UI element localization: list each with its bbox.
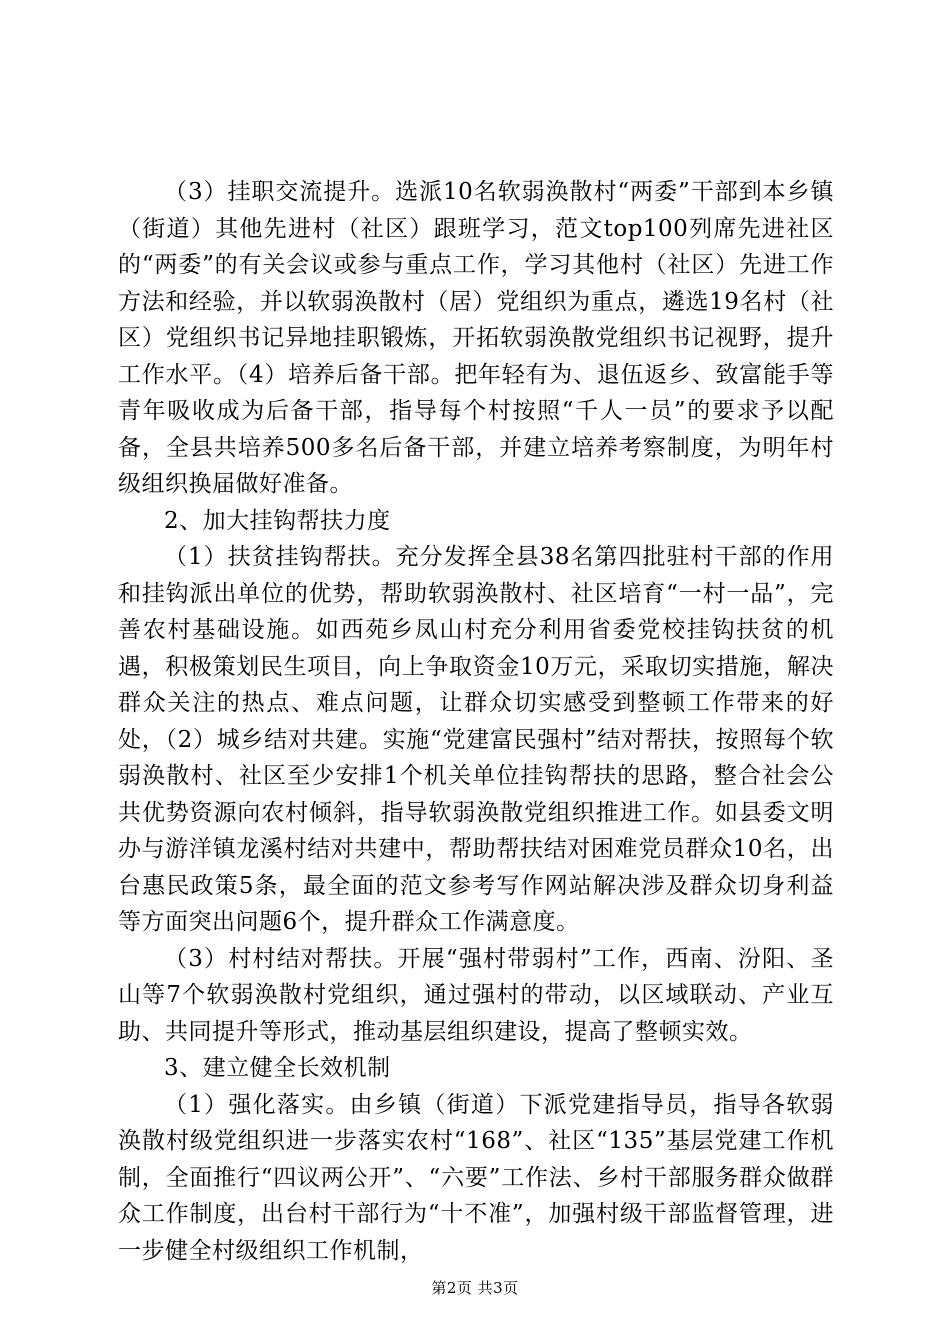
paragraph-poverty-assistance: （1）扶贫挂钩帮扶。充分发挥全县38名第四批驻村干部的作用和挂钩派出单位的优势，帮助软弱涣散村、社区培育“一村一品”，完善农村基础设施。如西苑乡凤山村充分利用省委党校挂钩扶贫的机遇，积极策划民生项目，向上争取资金10万元，采取切实措施，解决群众关注的热点、难点问题，让群众切实感受到整顿工作带来的好处，（2）城乡结对共建。实施“党建富民强村”结对帮扶，按照每个软弱涣散村、社区至少安排1个机关单位挂钩帮扶的思路，整合社会公共优势资源向农村倾斜，指导软弱涣散党组织推进工作。如县委文明办与游洋镇龙溪村结对共建中，帮助帮扶结对困难党员群众10名，出台惠民政策5条，最全面的范文参考写作网站解决涉及群众切身利益等方面突出问题6个，提升群众工作满意度。 (118, 544, 834, 935)
section-heading-3: 3、建立健全长效机制 (164, 1055, 391, 1081)
section-heading-2: 2、加大挂钩帮扶力度 (164, 507, 391, 534)
paragraph-implementation: （1）强化落实。由乡镇（街道）下派党建指导员，指导各软弱涣散村级党组织进一步落实农村“168”、社区“135”基层党建工作机制，全面推行“四议两公开”、“六要”工作法、乡村干部服务群众做群众工作制度，出台村干部行为“十不准”，加强村级干部监督管理，进一步健全村级组织工作机制， (118, 1091, 834, 1264)
page-footer: 第2页 共3页 (431, 1279, 519, 1297)
paragraph-village-pairing: （3）村村结对帮扶。开展“强村带弱村”工作，西南、汾阳、圣山等7个软弱涣散村党组织，通过强村的带动，以区域联动、产业互助、共同提升等形式，推动基层组织建设，提高了整顿实效。 (118, 945, 834, 1045)
paragraph-cadre-exchange: （3）挂职交流提升。选派10名软弱涣散村“两委”干部到本乡镇（街道）其他先进村（社区）跟班学习，范文top100列席先进社区的“两委”的有关会议或参与重点工作，学习其他村（社区）先进工作方法和经验，并以软弱涣散村（居）党组织为重点，遴选19名村（社区）党组织书记异地挂职锻炼，开拓软弱涣散党组织书记视野，提升工作水平。（4）培养后备干部。把年轻有为、退伍返乡、致富能手等青年吸收成为后备干部，指导每个村按照“千人一员”的要求予以配备，全县共培养500多名后备干部，并建立培养考察制度，为明年村级组织换届做好准备。 (118, 179, 834, 497)
document-body (118, 174, 834, 1269)
